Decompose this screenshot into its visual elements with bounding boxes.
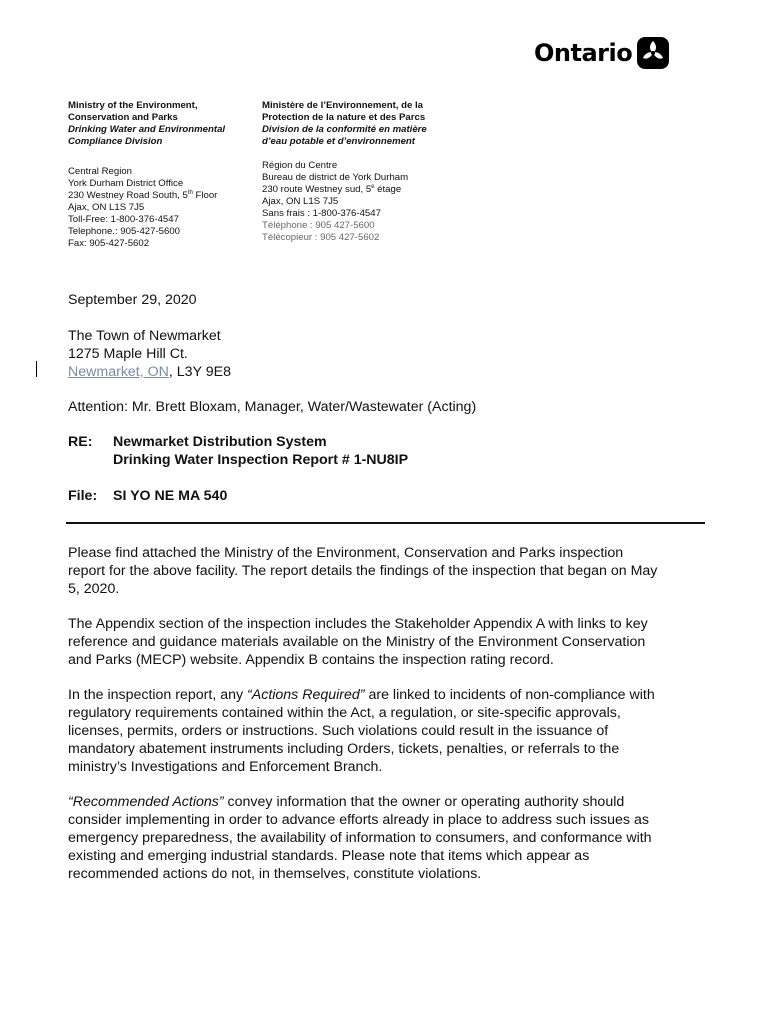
divider-rule — [66, 522, 705, 524]
ministere-name-line1: Ministère de l’Environnement, de la — [262, 100, 423, 111]
paragraph-3: In the inspection report, any “Actions Required” are linked to incidents of non-compliance with regulatory requirements contained within the Act, a regulation, or site-specific approvals, licenses, permits, orders or instructions. Such violations could result in the issuance of mandatory abatement instruments including Orders, tickets, penalties, or referrals to the ministry’s Investigations and Enforcement Branch. — [68, 687, 655, 775]
header-french — [262, 100, 462, 244]
fax-fr: Télécopieur : 905 427-5602 — [262, 232, 380, 243]
recipient-address — [68, 327, 708, 381]
office-city: Ajax, ON L1S 7J5 — [68, 202, 145, 213]
ministry-name-line1: Ministry of the Environment, — [68, 100, 198, 111]
telephone-fr: Téléphone : 905 427-5600 — [262, 220, 375, 231]
division-fr-line1: Division de la conformité en matière — [262, 124, 427, 135]
recipient-city-line — [68, 363, 708, 381]
letter-date: September 29, 2020 — [68, 292, 197, 308]
paragraph-1: Please find attached the Ministry of the Environment, Conservation and Parks inspection report for the above facility. The report details the findings of the inspection that began on May 5, 2020. — [68, 545, 658, 597]
office-telephone: Telephone.: 905-427-5600 — [68, 226, 181, 237]
city-fr: Ajax, ON L1S 7J5 — [262, 196, 339, 207]
division-name-line1: Drinking Water and Environmental — [68, 124, 226, 135]
street-fr: 230 route Westney sud, 5e étage — [262, 183, 402, 195]
attention-line: Attention: Mr. Brett Bloxam, Manager, Water/Wastewater (Acting) — [68, 399, 477, 415]
region-fr: Région du Centre — [262, 160, 338, 171]
recommended-actions-term: “Recommended Actions” — [68, 794, 224, 810]
re-subject-line2: Drinking Water Inspection Report # 1-NU8IP — [113, 452, 409, 468]
trillium-icon — [636, 36, 670, 70]
actions-required-term: “Actions Required” — [247, 687, 365, 703]
file-label: File: — [68, 488, 98, 504]
ministere-name-line2: Protection de la nature et des Parcs — [262, 112, 426, 123]
tollfree-fr: Sans frais : 1-800-376-4547 — [262, 208, 381, 219]
re-subject-line1: Newmarket Distribution System — [113, 434, 327, 450]
paragraph-4: “Recommended Actions” convey information that the owner or operating authority should consider implementing in order to advance efforts already in place to address such issues as emergency preparedness, the availability of information to consumers, and conformance with existing and emerging industrial standards. Please note that items which appear as recommended actions do not, in themselves, constitute violations. — [68, 794, 652, 882]
office-tollfree: Toll-Free: 1-800-376-4547 — [68, 214, 179, 225]
ontario-logo — [534, 36, 670, 70]
division-name-line2: Compliance Division — [68, 136, 163, 147]
office-street: 230 Westney Road South, 5th Floor — [68, 189, 218, 201]
file-number: SI YO NE MA 540 — [113, 488, 228, 504]
ontario-wordmark: Ontario — [534, 39, 633, 67]
region-name: Central Region — [68, 166, 132, 177]
re-label: RE: — [68, 434, 93, 450]
district-office: York Durham District Office — [68, 178, 184, 189]
recipient-street: 1275 Maple Hill Ct. — [68, 346, 188, 362]
paragraph-2: The Appendix section of the inspection includes the Stakeholder Appendix A with links to key reference and guidance materials available on the Ministry of the Environment Conservation and Parks (MECP) website. Appendix B contains the inspection rating record. — [68, 616, 648, 668]
ministry-name-line2: Conservation and Parks — [68, 112, 178, 123]
recipient-postal: , L3Y 9E8 — [168, 364, 231, 380]
header-english — [68, 100, 248, 250]
office-fax: Fax: 905-427-5602 — [68, 238, 150, 249]
division-fr-line2: d’eau potable et d’environnement — [262, 136, 415, 147]
text-cursor — [36, 361, 37, 377]
bureau-fr: Bureau de district de York Durham — [262, 172, 409, 183]
recipient-city-link[interactable]: Newmarket, ON — [68, 364, 169, 380]
recipient-name: The Town of Newmarket — [68, 328, 221, 344]
